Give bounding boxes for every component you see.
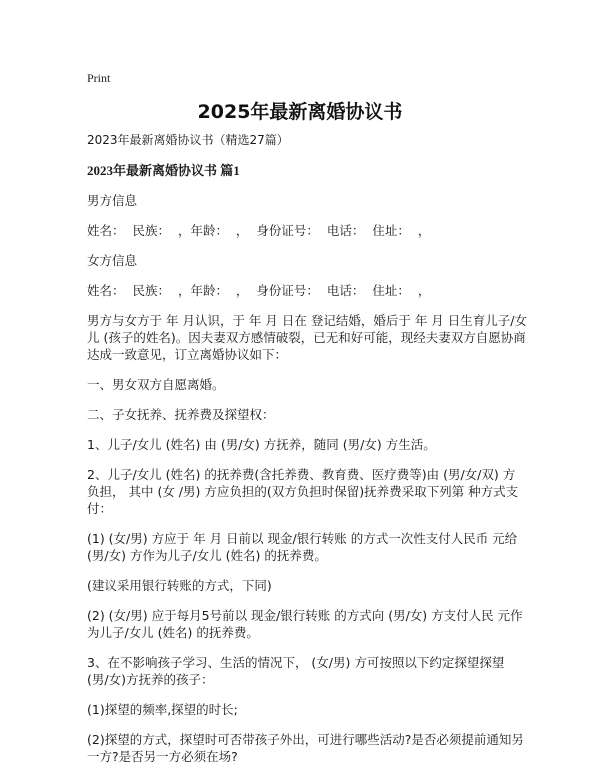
document-body xyxy=(87,132,527,778)
paragraph-male-info-fields: 姓名： 民族： ，年龄： ， 身份证号： 电话： 住址： ， xyxy=(87,223,431,238)
print-link[interactable]: Print xyxy=(87,71,111,85)
paragraph-clause-2: 二、子女抚养、抚养费及探望权： xyxy=(87,407,275,422)
paragraph-preamble: 男方与女方于 年 月认识，于 年 月 日在 登记结婚，婚后于 年 月 日生育儿子/女儿 (孩子的姓名)。因夫妻双方感情破裂，已无和好可能，现经夫妻双方自愿协商达成一致意见，订立离婚协议如下： xyxy=(87,313,527,362)
document-title: 2025年最新离婚协议书 xyxy=(197,101,403,123)
paragraph-clause-1: 一、男女双方自愿离婚。 xyxy=(87,377,225,392)
paragraph-visit-frequency: (1)探望的频率,探望的时长; xyxy=(87,702,238,717)
paragraph-visit-method: (2)探望的方式，探望时可否带孩子外出，可进行哪些活动?是否必须提前通知另一方?是否另一方必须在场? xyxy=(87,732,524,764)
paragraph-payment-option-1: (1) (女/男) 方应于 年 月 日前以 现金/银行转账 的方式一次性支付人民币 元给 (男/女) 方作为儿子/女儿 (姓名) 的抚养费。 xyxy=(87,531,518,563)
paragraph-female-info-fields: 姓名： 民族： ，年龄： ， 身份证号： 电话： 住址： ， xyxy=(87,283,431,298)
paragraph-clause-2-3: 3、在不影响孩子学习、生活的情况下， (女/男) 方可按照以下约定探望探望 (男/女)方抚养的孩子： xyxy=(87,655,505,687)
paragraph-male-info-heading: 男方信息 xyxy=(87,193,138,208)
document-subtitle: 2023年最新离婚协议书（精选27篇） xyxy=(87,133,289,147)
paragraph-clause-2-1: 1、儿子/女儿 (姓名) 由 (男/女) 方抚养，随同 (男/女) 方生活。 xyxy=(87,437,436,452)
paragraph-female-info-heading: 女方信息 xyxy=(87,253,138,268)
paragraph-clause-2-2: 2、儿子/女儿 (姓名) 的抚养费(含托养费、教育费、医疗费等)由 (男/女/双) 方负担， 其中 (女 /男) 方应负担的(双方负担时保留)抚养费采取下列第 种方式支付： xyxy=(87,467,519,516)
paragraph-payment-option-2: (2) (女/男) 应于每月5号前以 现金/银行转账 的方式向 (男/女) 方支付人民 元作为儿子/女儿 (姓名) 的抚养费。 xyxy=(87,608,523,640)
paragraph-note: (建议采用银行转账的方式，下同) xyxy=(87,578,272,593)
section-heading: 2023年最新离婚协议书 篇1 xyxy=(87,163,240,178)
